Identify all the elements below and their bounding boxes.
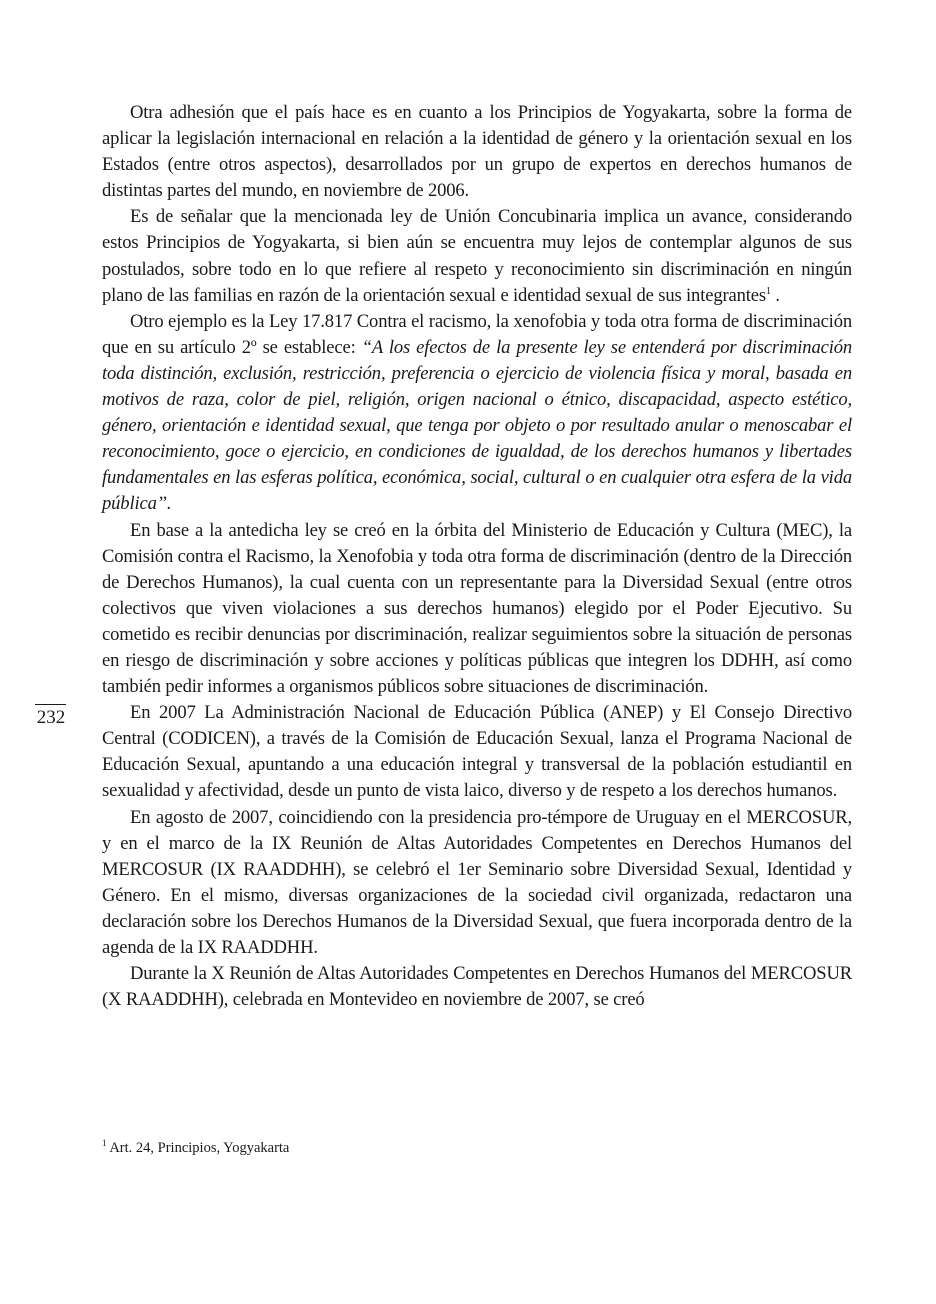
paragraph-text: . (770, 284, 780, 306)
footnote-reference[interactable]: 1 (765, 285, 771, 297)
footnote-text: Art. 24, Principios, Yogyakarta (106, 1140, 290, 1156)
paragraph (102, 805, 852, 962)
paragraph-text: Durante la X Reunión de Altas Autoridades Competentes en Derechos Humanos del MERCOSUR (X RAADDHH), celebrada en Montevideo en noviembre de 2007, se creó (102, 963, 852, 1011)
paragraph-text: En base a la antedicha ley se creó en la órbita del Ministerio de Educación y Cultura (MEC), la Comisión contra el Racismo, la Xenofobia y toda otra forma de discriminación (dentro de la Dirección de Derechos Humanos), la cual cuenta con un representante para la Diversidad Sexual (entre otros colectivos que viven violaciones a sus derechos humanos) elegido por el Poder Ejecutivo. Su cometido es recibir denuncias por discriminación, realizar seguimientos sobre la situación de personas en riesgo de discriminación y sobre acciones y políticas públicas que integren los DDHH, así como también pedir informes a organismos públicos sobre situaciones de discriminación. (102, 519, 852, 698)
paragraph (102, 204, 852, 308)
footnote-marker: 1 (102, 1138, 107, 1149)
law-quotation: “A los efectos de la presente ley se entenderá por discriminación toda distinción, exclusión, restricción, preferencia o ejercicio de violencia física y moral, basada en motivos de raza, color de piel, religión, origen nacional o étnico, discapacidad, aspecto estético, género, orientación e identidad sexual, que tenga por objeto o por resultado anular o menoscabar el reconocimiento, goce o ejercicio, en condiciones de igualdad, de los derechos humanos y libertades fundamentales en las esferas política, económica, social, cultural o en cualquier otra esfera de la vida pública”. (102, 336, 852, 515)
footnote (102, 1138, 289, 1158)
paragraph (102, 309, 852, 518)
paragraph-text: En 2007 La Administración Nacional de Educación Pública (ANEP) y El Consejo Directivo Central (CODICEN), a través de la Comisión de Educación Sexual, lanza el Programa Nacional de Educación Sexual, apuntando a una educación integral y transversal de la población estudiantil en sexualidad y afectividad, desde un punto de vista laico, diverso y de respeto a los derechos humanos. (102, 702, 852, 802)
paragraph (102, 100, 852, 204)
paragraph-text: Es de señalar que la mencionada ley de Unión Concubinaria implica un avance, considerando estos Principios de Yogyakarta, si bien aún se encuentra muy lejos de contemplar algunos de sus postulados, sobre todo en lo que refiere al respeto y reconocimiento sin discriminación en ningún plano de las familias en razón de la orientación sexual e identidad sexual de sus integrantes (102, 206, 852, 306)
paragraph-text: En agosto de 2007, coincidiendo con la presidencia pro-témpore de Uruguay en el MERCOSUR, y en el marco de la IX Reunión de Altas Autoridades Competentes en Derechos Humanos del MERCOSUR (IX RAADDHH), se celebró el 1er Seminario sobre Diversidad Sexual, Identidad y Género. En el mismo, diversas organizaciones de la sociedad civil organizada, redactaron una declaración sobre los Derechos Humanos de la Diversidad Sexual, que fuera incorporada dentro de la agenda de la IX RAADDHH. (102, 806, 852, 958)
paragraph-text: Otra adhesión que el país hace es en cuanto a los Principios de Yogyakarta, sobre la forma de aplicar la legislación internacional en relación a la identidad de género y la orientación sexual en los Estados (entre otros aspectos), desarrollados por un grupo de expertos en derechos humanos de distintas partes del mundo, en noviembre de 2006. (102, 102, 852, 202)
paragraph-text: Otro ejemplo es la Ley 17.817 Contra el racismo, la xenofobia y toda otra forma de discriminación que en su artículo 2º se establece: (102, 310, 852, 358)
page-number: 232 (36, 707, 66, 728)
body-text (102, 100, 852, 1013)
paragraph (102, 961, 852, 1013)
paragraph (102, 518, 852, 701)
paragraph (102, 700, 852, 804)
page-number-rule (35, 704, 66, 705)
